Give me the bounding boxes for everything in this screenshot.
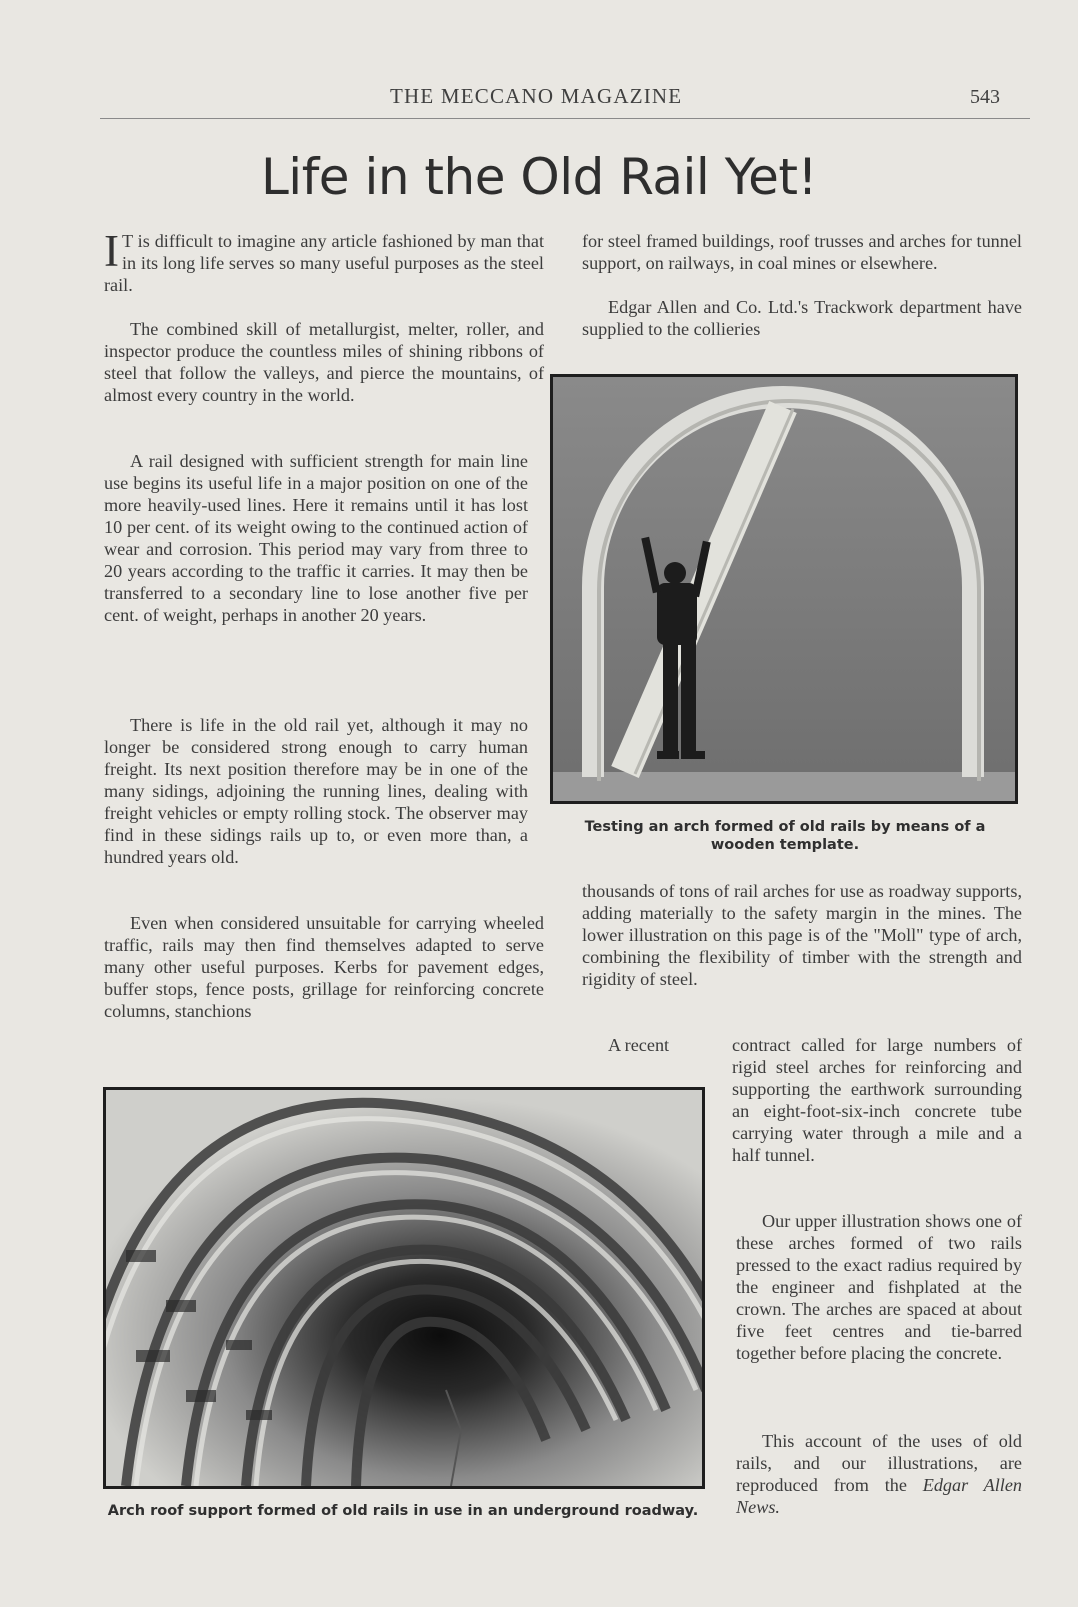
page-number: 543 (970, 86, 1000, 108)
upper-photo-arch-template (550, 374, 1018, 804)
paragraph-4: There is life in the old rail yet, although it may no longer be considered strong enough to carry human freight. Its next position therefore may be in one of the many sidings, adjoining the running lines, dealing with freight vehicles or empty rolling stock. The observer may find in these sidings rails up to, or even more than, a hundred years old. (104, 715, 528, 867)
paragraph-5: Even when considered unsuitable for carrying wheeled traffic, rails may then find themselves adapted to serve many other useful purposes. Kerbs for pavement edges, buffer stops, fence posts, grillage for reinforcing concrete columns, stanchions (104, 913, 544, 1021)
magazine-title: THE MECCANO MAGAZINE (390, 84, 683, 108)
paragraph-1-text: T is difficult to imagine any article fashioned by man that in its long life serves so many useful purposes as the steel rail. (104, 231, 544, 295)
paragraph-7: Edgar Allen and Co. Ltd.'s Trackwork department have supplied to the collieries (582, 297, 1022, 339)
paragraph-11-text: This account of the uses of old rails, and our illustrations, are reproduced from the (736, 1431, 1022, 1495)
source-publication: Edgar Allen News. (736, 1475, 1022, 1517)
header-rule (100, 118, 1030, 119)
paragraph-1 (104, 226, 544, 296)
upper-photo-caption: Testing an arch formed of old rails by means of a wooden template. (584, 819, 986, 853)
paragraph-9-lead: A recent (608, 1035, 670, 1055)
lower-photo-image (106, 1090, 702, 1486)
paragraph-8: thousands of tons of rail arches for use as roadway supports, adding materially to the safety margin in the mines. The lower illustration on this page is of the "Moll" type of arch, combining the flexibility of timber with the strength and rigidity of steel. (582, 881, 1022, 989)
paragraph-3: A rail designed with sufficient strength for main line use begins its useful life in a major position on one of the more heavily-used lines. Here it remains until it has lost 10 per cent. of its weight owing to the continued action of wear and corrosion. This period may vary from three to 20 years according to the traffic it carries. It may then be transferred to a secondary line to lose another five per cent. of weight, perhaps in another 20 years. (104, 451, 528, 625)
paragraph-2: The combined skill of metallurgist, melter, roller, and inspector produce the countless miles of shining ribbons of steel that follow the valleys, and pierce the mountains, of almost every country in the world. (104, 319, 544, 405)
paragraph-9-continued (732, 1034, 1022, 1166)
paragraph-9-text: contract called for large numbers of rigid steel arches for reinforcing and supporting the earthwork surrounding an eight-foot-six-inch concrete tube carrying water through a mile and a half tunnel. (732, 1035, 1022, 1165)
article-title: Life in the Old Rail Yet! (260, 148, 818, 206)
paragraph-6: for steel framed buildings, roof trusses and arches for tunnel support, on railways, in coal mines or elsewhere. (582, 231, 1022, 273)
paragraph-11 (736, 1430, 1022, 1518)
lower-photo-tunnel (103, 1087, 705, 1489)
paragraph-10: Our upper illustration shows one of these arches formed of two rails pressed to the exact radius required by the engineer and fishplated at the crown. The arches are spaced at about five feet centres and tie-barred together before placing the concrete. (736, 1211, 1022, 1363)
upper-photo-image (553, 377, 1015, 801)
page-header (100, 84, 1030, 114)
drop-cap: I (104, 226, 119, 276)
lower-photo-caption: Arch roof support formed of old rails in use in an underground roadway. (107, 1503, 699, 1519)
